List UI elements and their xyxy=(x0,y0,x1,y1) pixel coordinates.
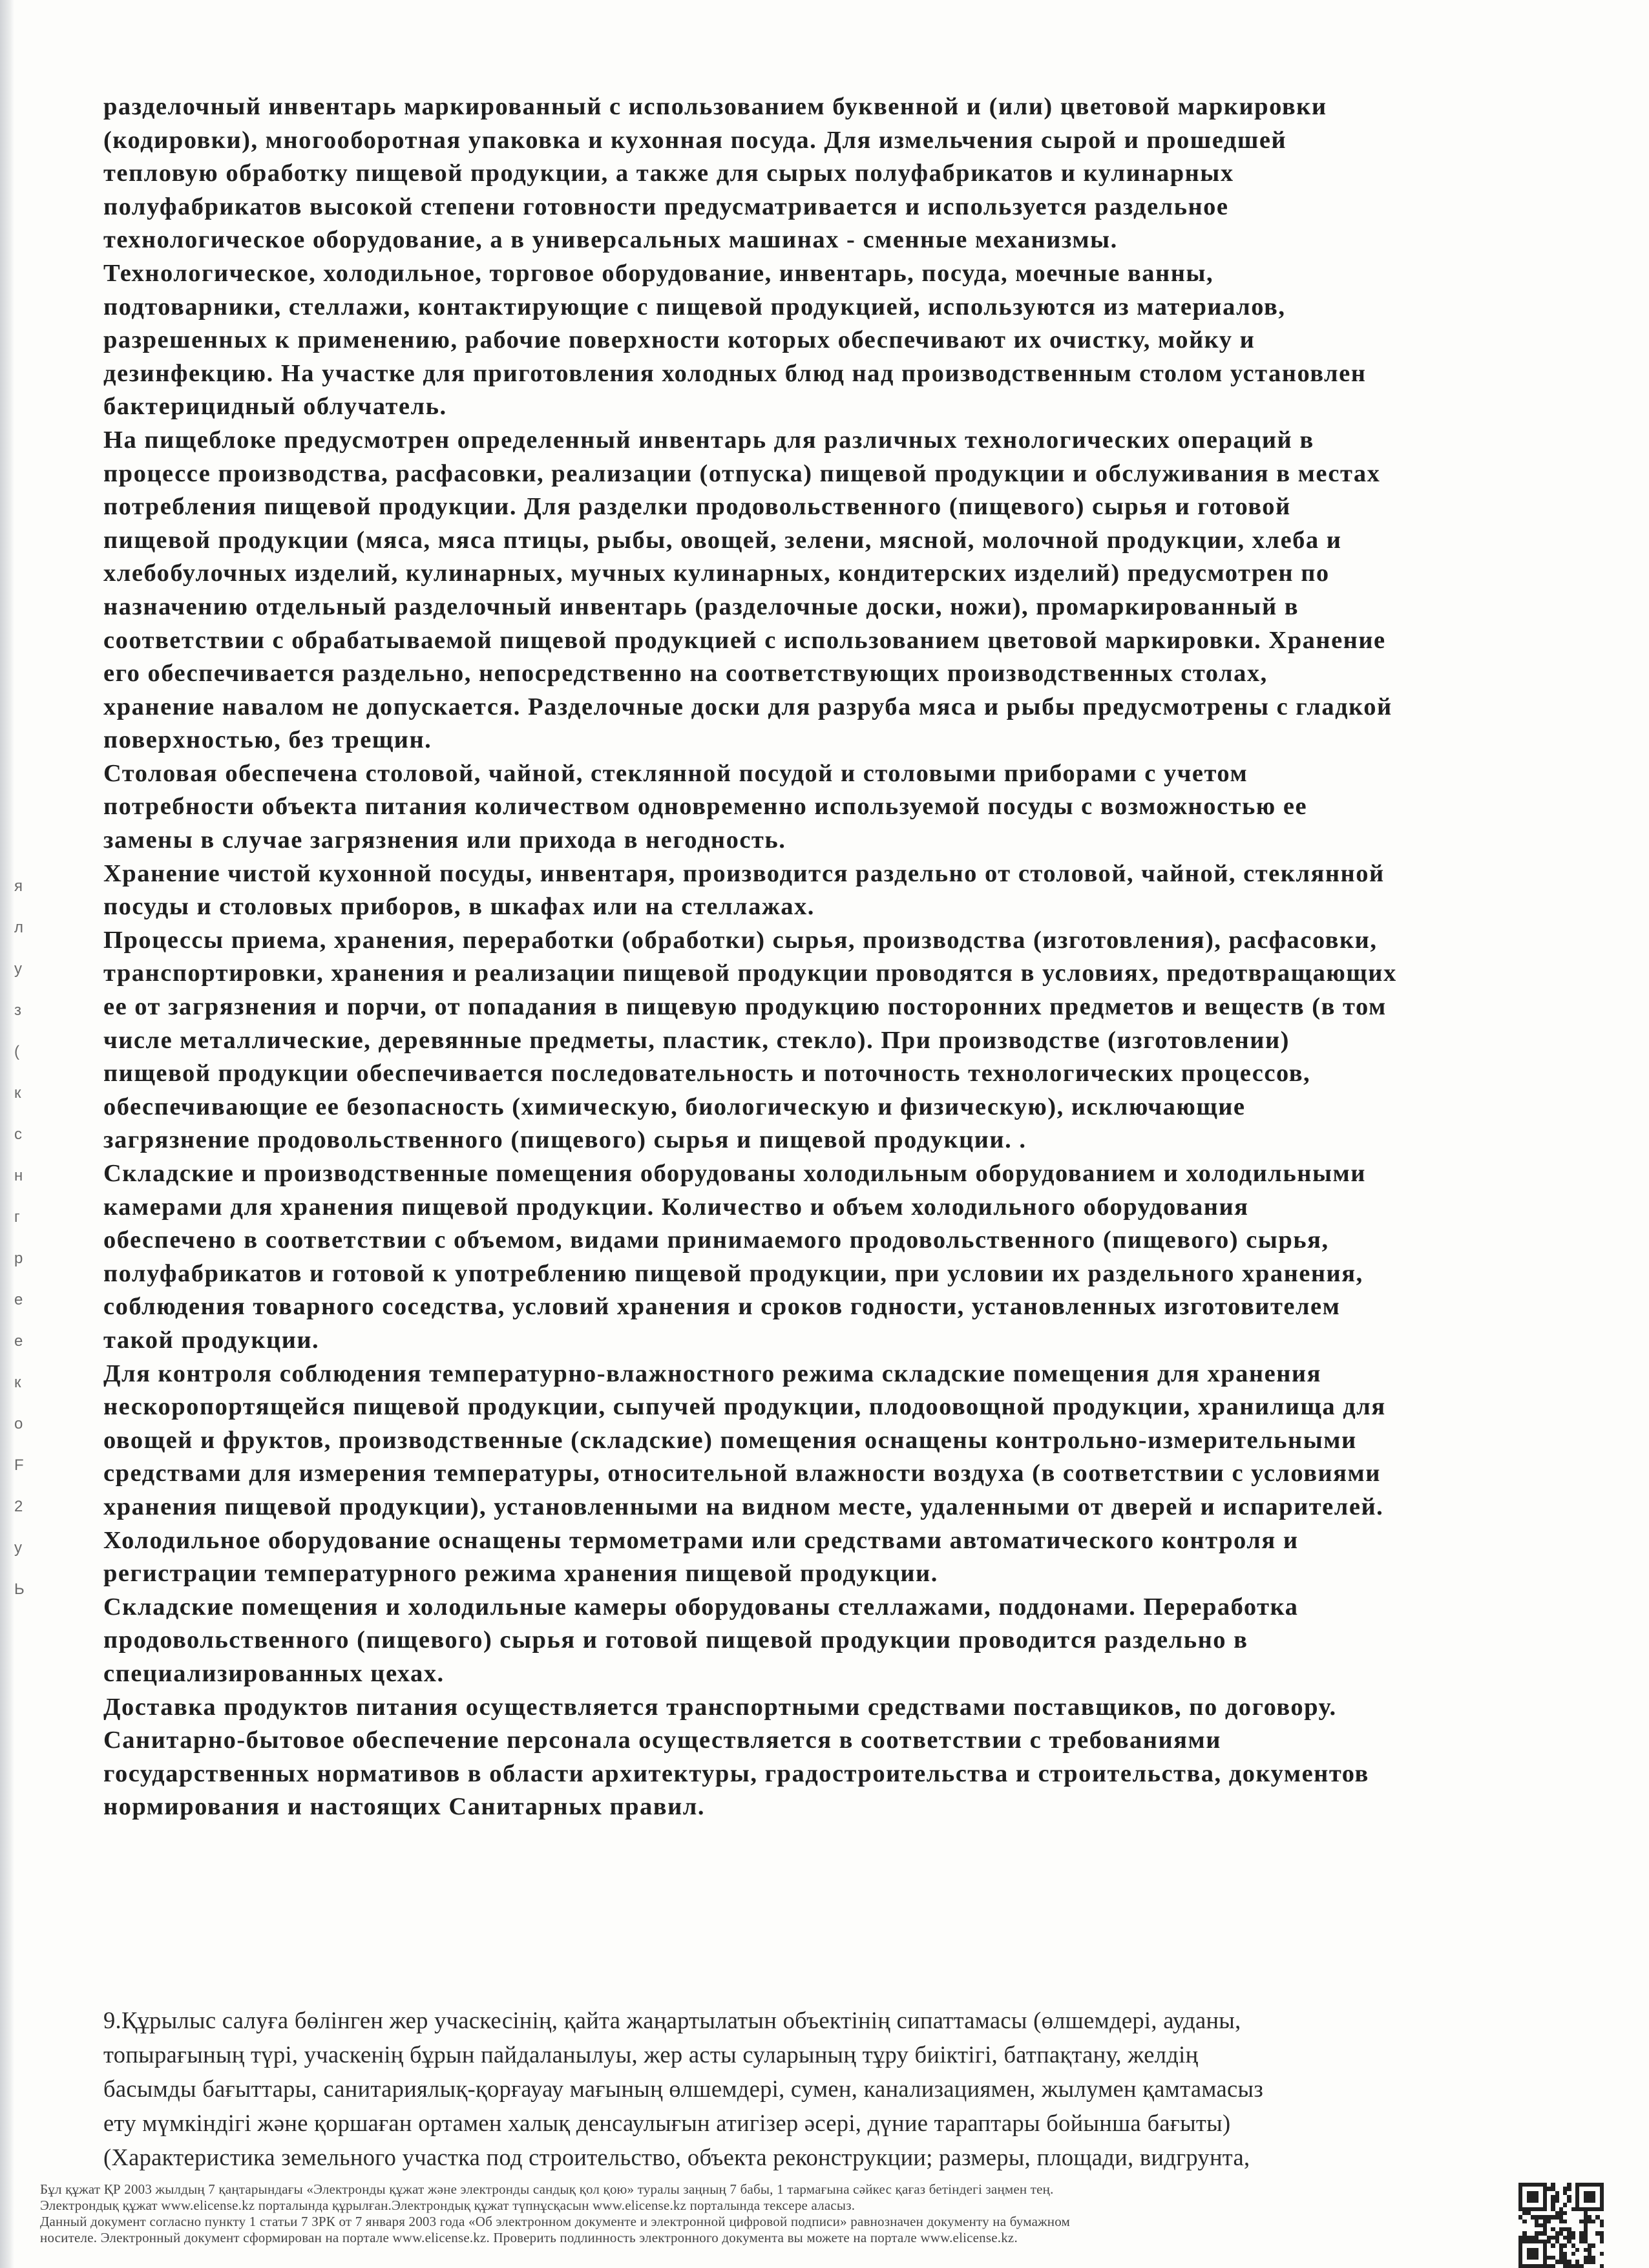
text-line: камерами для хранения пищевой продукции. Количество и объем холодильного оборудования xyxy=(103,1193,1249,1221)
section-9-line: топырағының түрі, учаскенің бұрын пайдаланылуы, жер асты суларының тұру биіктігі, батпақтану, желдің xyxy=(103,2041,1199,2068)
margin-mark: е xyxy=(14,1332,23,1350)
text-line: тепловую обработку пищевой продукции, а также для сырых полуфабрикатов и кулинарных xyxy=(103,160,1234,187)
margin-mark: е xyxy=(14,1291,23,1308)
text-line: хранения пищевой продукции), установленными на видном месте, удаленными от дверей и испарителей. xyxy=(103,1493,1384,1520)
text-line: соответствии с обрабатываемой пищевой продукцией с использованием цветовой маркировки. Хранение xyxy=(103,626,1386,654)
text-line: регистрации температурного режима хранения пищевой продукции. xyxy=(103,1560,938,1588)
text-line: пищевой продукции (мяса, мяса птицы, рыбы, овощей, зелени, мясной, молочной продукции, хлеба и xyxy=(103,526,1342,554)
text-line: пищевой продукции обеспечивается последовательность и поточность технологических процессов, xyxy=(103,1060,1311,1087)
margin-mark: F xyxy=(14,1456,24,1474)
footer-line: Данный документ согласно пункту 1 статьи 7 ЗРК от 7 января 2003 года «Об электронном документе и электронной цифровой подписи» равнозначен документу на бумажном xyxy=(40,2214,1071,2229)
margin-mark: у xyxy=(14,960,22,978)
text-line: поверхностью, без трещин. xyxy=(103,726,432,754)
text-line: ее от загрязнения и порчи, от попадания в пищевую продукцию посторонних предметов и веществ (в том xyxy=(103,993,1387,1021)
text-line: посуды и столовых приборов, в шкафах или на стеллажах. xyxy=(103,893,815,921)
text-line: транспортировки, хранения и реализации пищевой продукции проводятся в условиях, предотвращающих xyxy=(103,960,1397,987)
margin-mark: 2 xyxy=(14,1498,23,1515)
margin-mark: с xyxy=(14,1126,22,1143)
footer-line: Бұл құжат ҚР 2003 жылдың 7 қаңтарындағы «Электронды құжат және электронды сандық қол қою» туралы заңның 7 бабы, 1 тармағына сәйкес қағаз бетіндегі заңмен тең. xyxy=(40,2181,1054,2197)
margin-mark: р xyxy=(14,1250,23,1267)
text-line: загрязнение продовольственного (пищевого) сырья и пищевой продукции. . xyxy=(103,1126,1027,1154)
text-line: подтоварники, стеллажи, контактирующие с пищевой продукцией, используются из материалов, xyxy=(103,293,1286,320)
text-line: специализированных цехах. xyxy=(103,1659,445,1687)
section-9-line: (Характеристика земельного участка под строительство, объекта реконструкции; размеры, площади, видгрунта, xyxy=(103,2144,1250,2170)
text-line: нескоропортящейся пищевой продукции, сыпучей продукции, плодоовощной продукции, хранилища для xyxy=(103,1393,1386,1421)
margin-mark: у xyxy=(14,1539,22,1557)
footer-line: Электрондық құжат www.elicense.kz порталында құрылған.Электрондық құжат түпнұсқасын www.elicense.kz порталында тексере аласыз. xyxy=(40,2198,856,2213)
text-line: Столовая обеспечена столовой, чайной, стеклянной посудой и столовыми приборами с учетом xyxy=(103,759,1248,787)
section-9-line: 9.Құрылыс салуға бөлінген жер учаскесінің, қайта жаңартылатын объектінің сипаттамасы (өлшемдері, ауданы, xyxy=(103,2007,1241,2033)
qr-code-icon xyxy=(1518,2183,1604,2268)
margin-mark: о xyxy=(14,1415,23,1433)
text-line: замены в случае загрязнения или прихода в негодность. xyxy=(103,826,786,854)
margin-marks xyxy=(14,866,27,1610)
text-line: соблюдения товарного соседства, условий хранения и сроков годности, установленных изготовителем xyxy=(103,1293,1341,1321)
margin-mark: я xyxy=(14,877,23,895)
footer-line: носителе. Электронный документ сформирован на портале www.elicense.kz. Проверить подлинность электронного документа вы можете на портале www.elicense.kz. xyxy=(40,2230,1018,2245)
section-9-text xyxy=(103,2003,1577,2174)
margin-mark: ( xyxy=(14,1043,19,1060)
footer-legal-notice xyxy=(40,2181,1500,2246)
text-line: (кодировки), многооборотная упаковка и кухонная посуда. Для измельчения сырой и прошедшей xyxy=(103,126,1287,154)
text-line: обеспечено в соответствии с объемом, видами принимаемого продовольственного (пищевого) сырья, xyxy=(103,1226,1329,1254)
text-line: дезинфекцию. На участке для приготовления холодных блюд над производственным столом установлен xyxy=(103,359,1367,387)
text-line: средствами для измерения температуры, относительной влажности воздуха (в соответствии с условиями xyxy=(103,1460,1381,1487)
text-line: обеспечивающие ее безопасность (химическую, биологическую и физическую), исключающие xyxy=(103,1093,1246,1120)
text-line: нормирования и настоящих Санитарных правил. xyxy=(103,1793,705,1821)
margin-mark: Ь xyxy=(14,1580,25,1598)
margin-mark: к xyxy=(14,1084,21,1102)
text-line: полуфабрикатов и готовой к употреблению пищевой продукции, при условии их раздельного хранения, xyxy=(103,1259,1363,1287)
margin-mark: н xyxy=(14,1167,23,1184)
text-line: хлебобулочных изделий, кулинарных, мучных кулинарных, кондитерских изделий) предусмотрен по xyxy=(103,560,1330,587)
text-line: хранение навалом не допускается. Разделочные доски для разруба мяса и рыбы предусмотрены с гладкой xyxy=(103,693,1392,720)
scan-edge-shadow xyxy=(0,0,14,2268)
text-line: государственных нормативов в области архитектуры, градостроительства и строительства, документов xyxy=(103,1759,1369,1787)
text-line: овощей и фруктов, производственные (складские) помещения оснащены контрольно-измерительными xyxy=(103,1426,1357,1454)
text-line: Процессы приема, хранения, переработки (обработки) сырья, производства (изготовления), расфасовки, xyxy=(103,926,1378,954)
text-line: Санитарно-бытовое обеспечение персонала осуществляется в соответствии с требованиями xyxy=(103,1727,1221,1754)
main-body-text xyxy=(103,90,1564,1824)
text-line: числе металлические, деревянные предметы, пластик, стекло). При производстве (изготовлении) xyxy=(103,1026,1290,1054)
margin-mark: г xyxy=(14,1208,20,1226)
section-9-line: ету мүмкіндігі және қоршаған ортамен халық денсаулығын атигізер әсері, дүние тараптары бойынша бағыты) xyxy=(103,2110,1231,2136)
text-line: процессе производства, расфасовки, реализации (отпуска) пищевой продукции и обслуживания в местах xyxy=(103,459,1381,487)
text-line: технологическое оборудование, а в универсальных машинах - сменные механизмы. xyxy=(103,226,1118,254)
text-line: На пищеблоке предусмотрен определенный инвентарь для различных технологических операций в xyxy=(103,426,1314,454)
text-line: Технологическое, холодильное, торговое оборудование, инвентарь, посуда, моечные ванны, xyxy=(103,259,1214,287)
text-line: потребности объекта питания количеством одновременно используемой посуды с возможностью ее xyxy=(103,793,1308,821)
text-line: Складские помещения и холодильные камеры оборудованы стеллажами, поддонами. Переработка xyxy=(103,1593,1299,1621)
text-line: потребления пищевой продукции. Для разделки продовольственного (пищевого) сырья и готовой xyxy=(103,493,1291,521)
margin-mark: л xyxy=(14,919,24,936)
text-line: продовольственного (пищевого) сырья и готовой пищевой продукции проводится раздельно в xyxy=(103,1626,1248,1654)
text-line: Для контроля соблюдения температурно-влажностного режима складские помещения для хранения xyxy=(103,1360,1321,1387)
margin-mark: з xyxy=(14,1002,22,1019)
text-line: полуфабрикатов высокой степени готовности предусматривается и используется раздельное xyxy=(103,193,1229,220)
text-line: Хранение чистой кухонной посуды, инвентаря, производится раздельно от столовой, чайной, стеклянной xyxy=(103,859,1385,887)
text-line: Холодильное оборудование оснащены термометрами или средствами автоматического контроля и xyxy=(103,1526,1299,1554)
text-line: такой продукции. xyxy=(103,1326,320,1354)
text-line: Доставка продуктов питания осуществляется транспортными средствами поставщиков, по договору. xyxy=(103,1693,1337,1721)
text-line: разделочный инвентарь маркированный с использованием буквенной и (или) цветовой маркировки xyxy=(103,93,1327,120)
text-line: его обеспечивается раздельно, непосредственно на соответствующих производственных столах, xyxy=(103,660,1268,688)
text-line: разрешенных к применению, рабочие поверхности которых обеспечивают их очистку, мойку и xyxy=(103,326,1255,354)
text-line: бактерицидный облучатель. xyxy=(103,393,447,421)
text-line: назначению отдельный разделочный инвентарь (разделочные доски, ножи), промаркированный в xyxy=(103,593,1299,620)
margin-mark: к xyxy=(14,1374,21,1391)
text-line: Складские и производственные помещения оборудованы холодильным оборудованием и холодильными xyxy=(103,1160,1366,1187)
section-9-line: басымды бағыттары, санитариялық-қорғауау мағының өлшемдері, сумен, канализациямен, жылумен қамтамасыз xyxy=(103,2075,1264,2102)
